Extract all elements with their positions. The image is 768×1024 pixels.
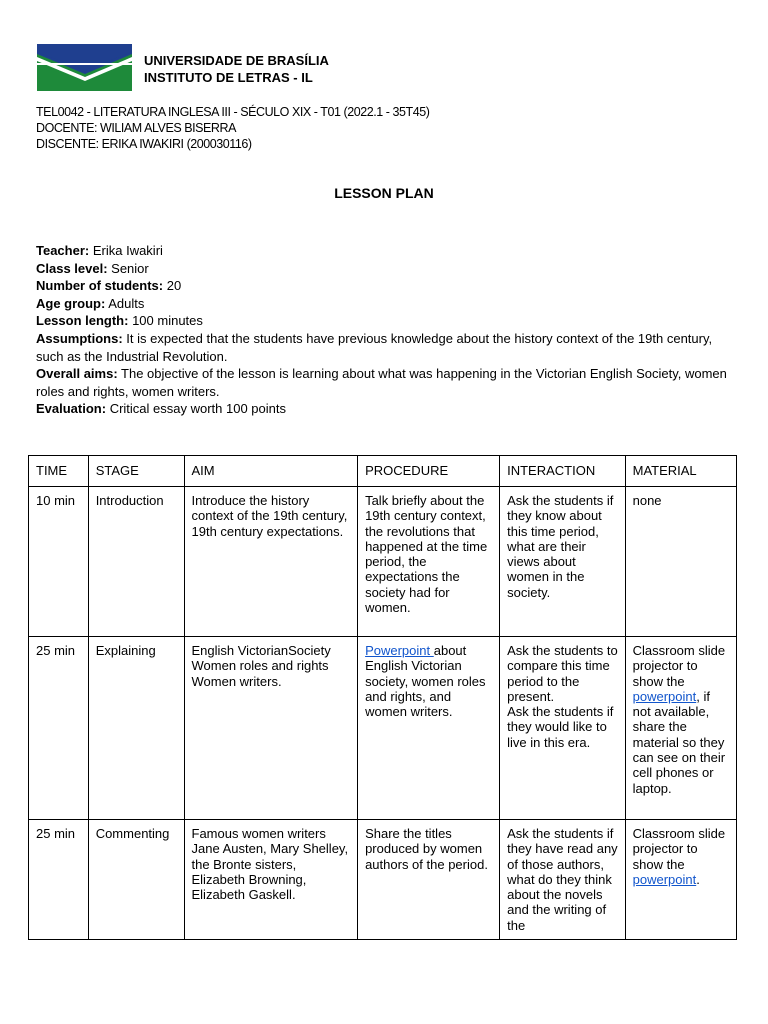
course-info — [36, 104, 429, 152]
university-header — [144, 52, 329, 86]
teacher-info: DOCENTE: WILIAM ALVES BISERRA — [36, 121, 236, 135]
lesson-details — [36, 242, 736, 418]
aim-line: Women roles and rights — [191, 658, 329, 674]
lesson-plan-table — [28, 455, 737, 940]
cell-stage: Commenting — [88, 820, 184, 940]
cell-interaction — [500, 637, 626, 820]
detail-age-group: Age group: Adults — [36, 295, 145, 311]
detail-lesson-length: Lesson length: 100 minutes — [36, 313, 203, 329]
powerpoint-link[interactable]: Powerpoint — [365, 643, 434, 658]
cell-material: none — [625, 487, 736, 637]
header-procedure: PROCEDURE — [358, 456, 500, 487]
procedure-text: about English Victorian society, women roles and rights, and women writers. — [365, 643, 486, 720]
header-interaction: INTERACTION — [500, 456, 626, 487]
page-title: LESSON PLAN — [334, 185, 434, 201]
powerpoint-link[interactable]: powerpoint — [632, 688, 697, 704]
detail-teacher: Teacher: Erika Iwakiri — [36, 243, 163, 258]
detail-number-of-students: Number of students: 20 — [36, 278, 182, 294]
student-info: DISCENTE: ERIKA IWAKIRI (200030116) — [36, 137, 252, 151]
cell-time: 25 min — [29, 820, 89, 940]
detail-assumptions: Assumptions: It is expected that the students have previous knowledge about the history context of the 19th century, such as the Industrial Revolution. — [36, 330, 713, 364]
cell-time: 25 min — [29, 637, 89, 820]
table-row — [29, 487, 737, 637]
detail-overall-aims: Overall aims: The objective of the lesson is learning about what was happening in the Victorian English Society, women roles and rights, women writers. — [36, 366, 727, 399]
interaction-line: Ask the students to compare this time period to the present. — [507, 643, 618, 704]
cell-interaction: Ask the students if they know about this time period, what are their views about women in the society. — [500, 487, 626, 637]
cell-time: 10 min — [29, 487, 89, 637]
cell-procedure: Talk briefly about the 19th century context, the revolutions that happened at the time period, the expectations the society had for women. — [358, 487, 500, 637]
detail-class-level: Class level: Senior — [36, 260, 149, 276]
header-aim: AIM — [184, 456, 358, 487]
course-code: TEL0042 - LITERATURA INGLESA III - SÉCULO XIX - T01 (2022.1 - 35T45) — [36, 105, 430, 119]
university-name: UNIVERSIDADE DE BRASÍLIA — [144, 53, 329, 68]
university-logo — [37, 44, 132, 91]
institute-name: INSTITUTO DE LETRAS - IL — [144, 70, 313, 85]
cell-stage: Explaining — [88, 637, 184, 820]
powerpoint-link[interactable]: powerpoint — [632, 871, 697, 887]
material-text: . — [696, 871, 700, 887]
header-time: TIME — [29, 456, 89, 487]
aim-line: Jane Austen, Mary Shelley, the Bronte sisters, Elizabeth Browning, Elizabeth Gaskell. — [191, 841, 349, 903]
cell-aim — [184, 637, 358, 820]
aim-line: Women writers. — [191, 673, 282, 689]
aim-line: English VictorianSociety — [191, 643, 331, 658]
detail-evaluation: Evaluation: Critical essay worth 100 points — [36, 401, 286, 417]
table-row — [29, 637, 737, 820]
cell-procedure — [358, 637, 500, 820]
cell-material — [625, 820, 736, 940]
material-text: , if not available, share the material so they can see on their cell phones or laptop. — [632, 688, 726, 796]
cell-stage: Introduction — [88, 487, 184, 637]
header-stage: STAGE — [88, 456, 184, 487]
aim-line: Famous women writers — [191, 826, 326, 841]
table-row — [29, 820, 737, 940]
cell-material — [625, 637, 736, 820]
cell-aim: Introduce the history context of the 19th century, 19th century expectations. — [184, 487, 358, 637]
material-text: Classroom slide projector to show the — [632, 643, 726, 689]
material-text: Classroom slide projector to show the — [632, 826, 726, 872]
header-material: MATERIAL — [625, 456, 736, 487]
table-header-row — [29, 456, 737, 487]
cell-aim — [184, 820, 358, 940]
interaction-line: Ask the students if they would like to live in this era. — [507, 704, 614, 750]
cell-procedure: Share the titles produced by women authors of the period. — [358, 820, 500, 940]
cell-interaction: Ask the students if they have read any of those authors, what do they think about the novels and the writing of the — [500, 820, 626, 940]
